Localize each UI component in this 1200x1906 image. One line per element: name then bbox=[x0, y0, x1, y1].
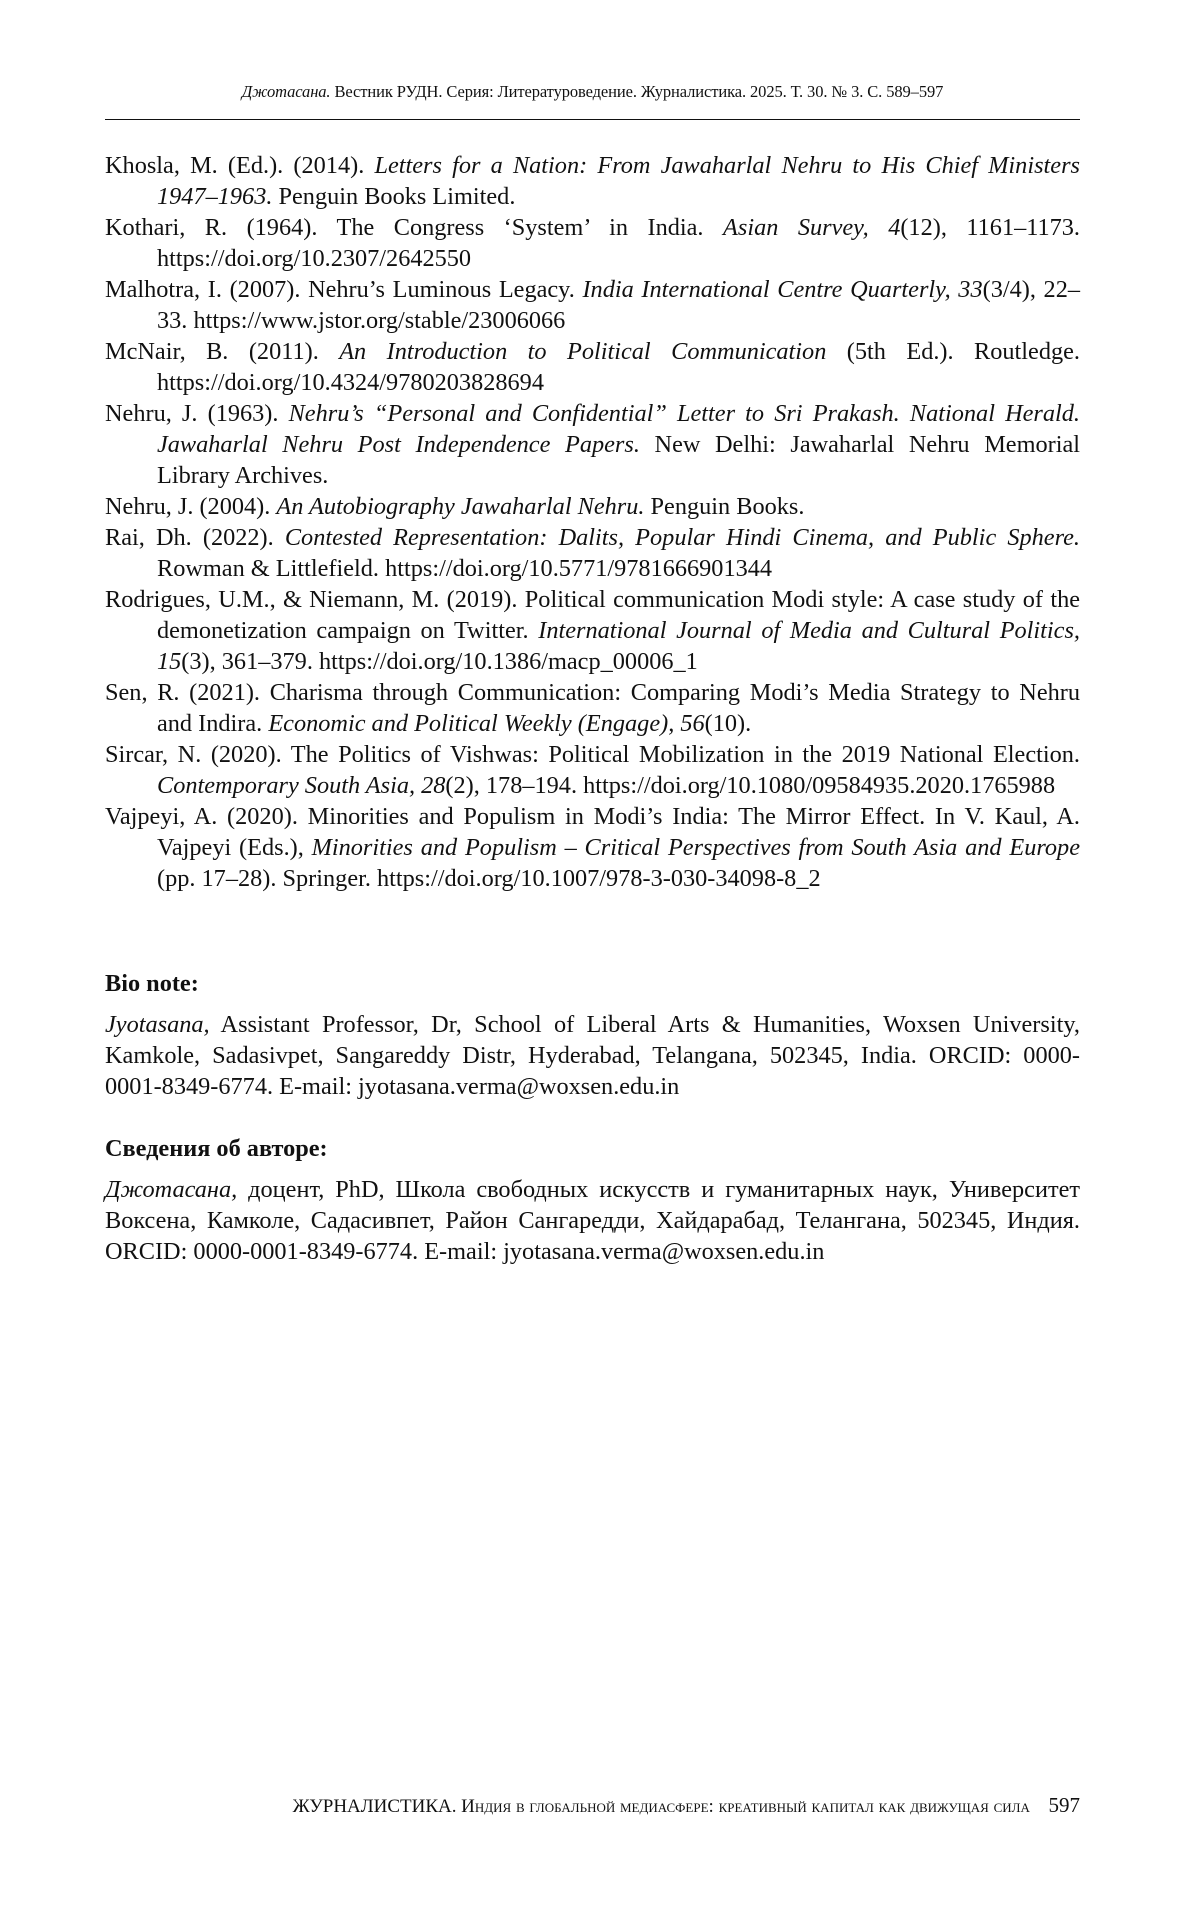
reference-entry: Vajpeyi, A. (2020). Minorities and Populism in Modi’s India: The Mirror Effect. In V. Kaul, A. Vajpeyi (Eds.), Minorities and Populism – Critical Perspectives from South Asia and Europe (pp. 17–28). Springer. https://doi.org/10.1007/978-3-030-34098-8_2 bbox=[105, 801, 1080, 894]
reference-entry: McNair, B. (2011). An Introduction to Political Communication (5th Ed.). Routledge. https://doi.org/10.4324/9780203828694 bbox=[105, 336, 1080, 398]
running-head bbox=[105, 82, 1080, 102]
reference-entry: Malhotra, I. (2007). Nehru’s Luminous Legacy. India International Centre Quarterly, 33(3/4), 22–33. https://www.jstor.org/stable/23006066 bbox=[105, 274, 1080, 336]
running-head-author: Джотасана. bbox=[242, 82, 331, 101]
page-number: 597 bbox=[1049, 1793, 1081, 1817]
bio-note-heading: Сведения об авторе: bbox=[105, 1133, 1080, 1164]
reference-entry: Nehru, J. (1963). Nehru’s “Personal and Confidential” Letter to Sri Prakash. National Herald. Jawaharlal Nehru Post Independence Papers. New Delhi: Jawaharlal Nehru Memorial Library Archives. bbox=[105, 398, 1080, 491]
author-name: Jyotasana, bbox=[105, 1011, 210, 1038]
header-rule bbox=[105, 119, 1080, 120]
footer-subtitle: Индия в глобальной медиасфере: креативный капитал как движущая сила bbox=[461, 1796, 1030, 1817]
author-name: Джотасана, bbox=[105, 1176, 237, 1203]
reference-entry: Kothari, R. (1964). The Congress ‘System’ in India. Asian Survey, 4(12), 1161–1173. https://doi.org/10.2307/2642550 bbox=[105, 212, 1080, 274]
bio-note-en bbox=[105, 968, 1080, 1102]
page-footer bbox=[105, 1793, 1080, 1818]
bio-note-heading: Bio note: bbox=[105, 968, 1080, 999]
journal-page bbox=[0, 0, 1200, 1906]
reference-list bbox=[105, 150, 1080, 894]
reference-entry: Nehru, J. (2004). An Autobiography Jawaharlal Nehru. Penguin Books. bbox=[105, 491, 1080, 522]
reference-entry: Rodrigues, U.M., & Niemann, M. (2019). Political communication Modi style: A case study of the demonetization campaign on Twitter. International Journal of Media and Cultural Politics, 15(3), 361–379. https://doi.org/10.1386/macp_00006_1 bbox=[105, 584, 1080, 677]
bio-note-ru bbox=[105, 1133, 1080, 1267]
reference-entry: Rai, Dh. (2022). Contested Representation: Dalits, Popular Hindi Cinema, and Public Sphere. Rowman & Littlefield. https://doi.org/10.5771/9781666901344 bbox=[105, 522, 1080, 584]
reference-entry: Khosla, M. (Ed.). (2014). Letters for a Nation: From Jawaharlal Nehru to His Chief Ministers 1947–1963. Penguin Books Limited. bbox=[105, 150, 1080, 212]
bio-note-text: Джотасана, доцент, PhD, Школа свободных искусств и гуманитарных наук, Университет Воксена, Камколе, Садасивпет, Район Сангаредди, Хайдарабад, Телангана, 502345, Индия. ORCID: 0000-0001-8349-6774. E-mail: jyotasana.verma@woxsen.edu.in bbox=[105, 1174, 1080, 1267]
bio-note-text: Jyotasana, Assistant Professor, Dr, School of Liberal Arts & Humanities, Woxsen University, Kamkole, Sadasivpet, Sangareddy Distr, Hyderabad, Telangana, 502345, India. ORCID: 0000-0001-8349-6774. E-mail: jyotasana.verma@woxsen.edu.in bbox=[105, 1009, 1080, 1102]
reference-entry: Sircar, N. (2020). The Politics of Vishwas: Political Mobilization in the 2019 National Election. Contemporary South Asia, 28(2), 178–194. https://doi.org/10.1080/09584935.2020.1765988 bbox=[105, 739, 1080, 801]
reference-entry: Sen, R. (2021). Charisma through Communication: Comparing Modi’s Media Strategy to Nehru and Indira. Economic and Political Weekly (Engage), 56(10). bbox=[105, 677, 1080, 739]
footer-section: ЖУРНАЛИСТИКА. bbox=[293, 1796, 457, 1817]
running-head-journal: Вестник РУДН. Серия: Литературоведение. Журналистика. 2025. Т. 30. № 3. С. 589–597 bbox=[335, 82, 944, 101]
